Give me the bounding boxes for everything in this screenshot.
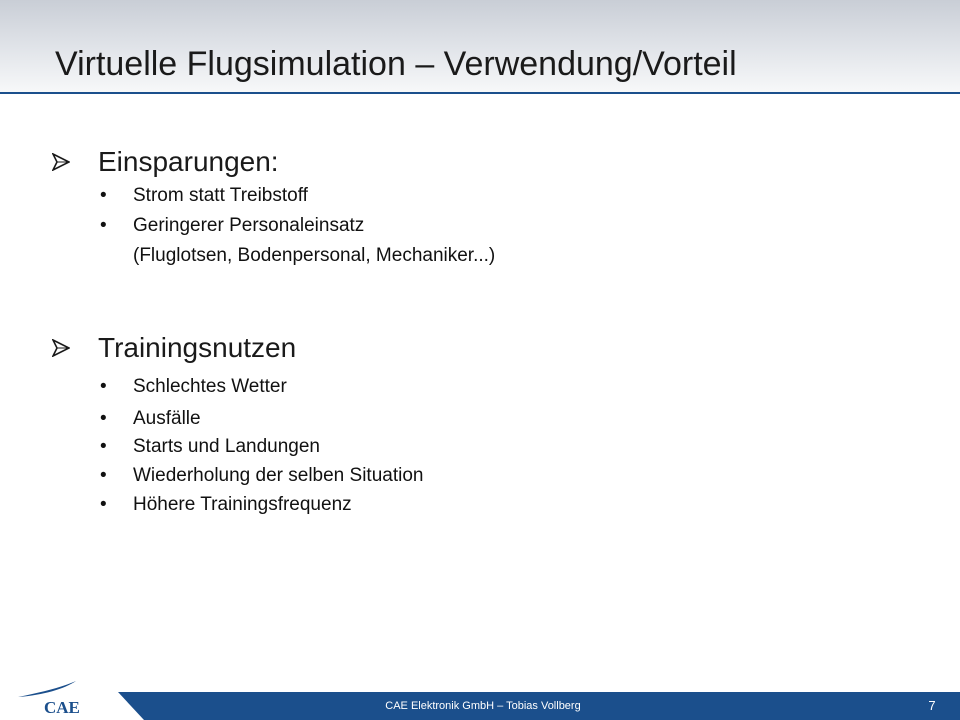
section-trainingsnutzen [52,332,296,364]
section-heading: Trainingsnutzen [98,332,297,363]
cae-logo [14,680,94,716]
footer-credit: CAE Elektronik GmbH – Tobias Vollberg [385,700,581,712]
bullet-dot: • [100,436,107,457]
title-underline [0,92,960,94]
bullet-subnote: (Fluglotsen, Bodenpersonal, Mechaniker...) [133,245,496,266]
arrowhead-icon [52,153,70,171]
bullet-text: Höhere Trainingsfrequenz [133,494,352,515]
bullet-text: Strom statt Treibstoff [133,185,308,206]
bullet-text: Geringerer Personaleinsatz [133,215,365,236]
bullet-text: Starts und Landungen [133,436,320,457]
bullet-dot: • [100,215,107,236]
section-heading: Einsparungen: [98,146,279,177]
bullet-dot: • [100,408,107,429]
bullet-dot: • [100,465,107,486]
section-einsparungen [52,146,279,178]
bullet-dot: • [100,494,107,515]
page-number: 7 [928,698,936,713]
slide-title: Virtuelle Flugsimulation – Verwendung/Vorteil [55,45,737,83]
bullet-dot: • [100,376,107,397]
bullet-dot: • [100,185,107,206]
bullet-text: Ausfälle [133,408,201,429]
logo-text: CAE [44,698,80,716]
arrowhead-icon [52,339,70,357]
bullet-text: Schlechtes Wetter [133,376,287,397]
bullet-text: Wiederholung der selben Situation [133,465,424,486]
